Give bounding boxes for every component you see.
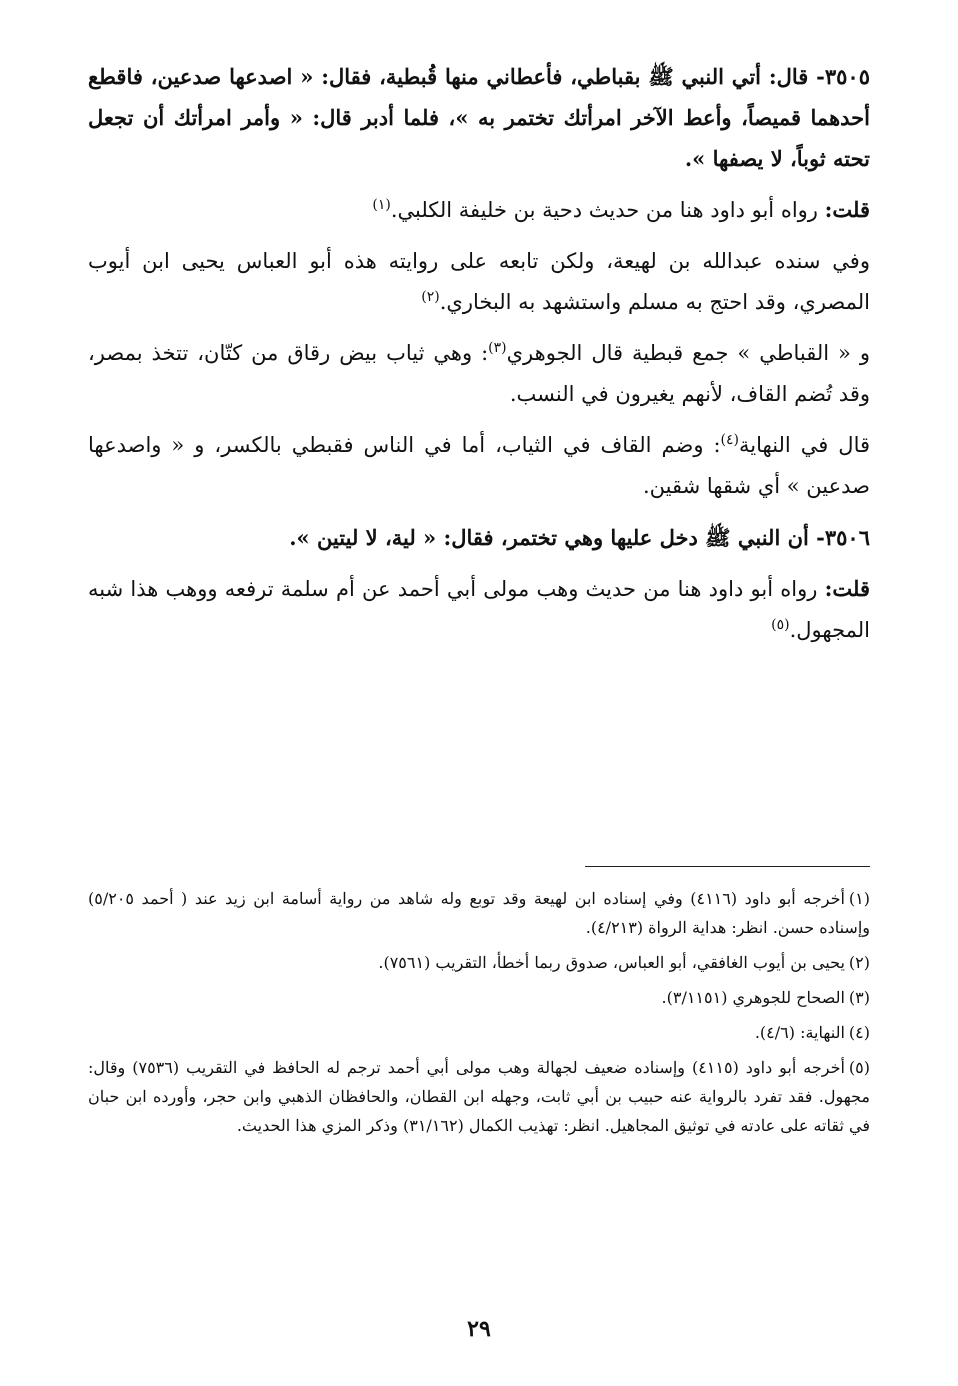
commentary-label: قلت: <box>824 197 870 222</box>
footnote-reference[interactable]: (٢) <box>421 289 440 305</box>
commentary-paragraph <box>88 425 870 507</box>
footnote-separator <box>585 866 870 867</box>
hadith-number: ٣٥٠٥- <box>816 64 870 89</box>
hadith-3506 <box>88 517 870 558</box>
footnote-item <box>88 948 870 977</box>
commentary-text: و « القباطي » جمع قبطية قال الجوهري <box>506 341 870 365</box>
footnote-item <box>88 1018 870 1047</box>
footnote-text: النهاية: (٤/٦). <box>754 1023 845 1042</box>
footnote-reference[interactable]: (١) <box>372 197 391 213</box>
commentary-text: رواه أبو داود هنا من حديث دحية بن خليفة الكلبي. <box>390 198 825 222</box>
book-page <box>88 56 870 1346</box>
footnote-number: (٣) <box>848 988 870 1007</box>
commentary-text: رواه أبو داود هنا من حديث وهب مولى أبي أحمد عن أم سلمة ترفعه ووهب هذا شبه المجهول. <box>88 577 870 642</box>
footnote-text: يحيى بن أيوب الغافقي، أبو العباس، صدوق ربما أخطأ، التقريب (٧٥٦١). <box>378 953 845 972</box>
hadith-text: أن النبي ﷺ دخل عليها وهي تختمر، فقال: « لية، لا ليتين ». <box>289 525 809 550</box>
footnote-reference[interactable]: (٥) <box>771 617 790 633</box>
footnote-reference[interactable]: (٣) <box>488 340 507 356</box>
commentary-text: وفي سنده عبدالله بن لهيعة، ولكن تابعه على روايته هذه أبو العباس يحيى ابن أيوب المصري، وقد احتج به مسلم واستشهد به البخاري. <box>88 249 870 314</box>
commentary-label: قلت: <box>824 576 870 601</box>
footnote-reference[interactable]: (٤) <box>720 432 740 448</box>
hadith-number: ٣٥٠٦- <box>816 525 870 550</box>
footnote-text: الصحاح للجوهري (٣/١١٥١). <box>661 988 845 1007</box>
commentary-paragraph <box>88 241 870 323</box>
footnotes <box>88 884 870 1146</box>
page-number: ٢٩ <box>467 1316 491 1342</box>
commentary-text: : وضم القاف في الثياب، أما في الناس فقبطي بالكسر، و « واصدعها صدعين » أي شقها شقين. <box>88 433 870 498</box>
hadith-3505 <box>88 56 870 179</box>
footnote-text: أخرجه أبو داود (٤١١٦) وفي إسناده ابن لهيعة وقد توبع وله شاهد من رواية أسامة ابن زيد عند ( أحمد ٥/٢٠٥) وإسناده حسن. انظر: هداية الرواة (٤/٢١٣). <box>88 889 870 937</box>
commentary-paragraph <box>88 568 870 651</box>
hadith-text: قال: أتي النبي ﷺ بقباطي، فأعطاني منها قُبطية، فقال: « اصدعها صدعين، فاقطع أحدهما قميصاً، وأعط الآخر امرأتك تختمر به »، فلما أدبر قال: « وأمر امرأتك أن تجعل تحته ثوباً، لا يصفها ». <box>88 64 870 171</box>
footnote-item <box>88 983 870 1012</box>
commentary-paragraph <box>88 333 870 415</box>
commentary-text: : وهي ثياب بيض رقاق من كتّان، تتخذ بمصر، وقد تُضم القاف، لأنهم يغيرون في النسب. <box>88 341 870 406</box>
commentary-paragraph <box>88 189 870 231</box>
footnote-item <box>88 884 870 942</box>
footnote-number: (٤) <box>848 1023 870 1042</box>
footnote-text: أخرجه أبو داود (٤١١٥) وإسناده ضعيف لجهالة وهب مولى أبي أحمد ترجم له الحافظ في التقريب (٧٥٣٦) وقال: مجهول. فقد تفرد بالرواية عنه حبيب بن أبي ثابت، وجهله ابن القطان، والحافظان الذهبي وابن حجر، وأورده ابن حبان في ثقاته على عادته في توثيق المجاهيل. انظر: تهذيب الكمال (٣١/١٦٢) وذكر المزي هذا الحديث. <box>88 1058 871 1135</box>
footnote-number: (٥) <box>848 1058 871 1077</box>
footnote-number: (١) <box>848 889 871 908</box>
footnote-number: (٢) <box>848 953 870 972</box>
main-text <box>88 56 870 651</box>
commentary-text: قال في النهاية <box>739 433 870 457</box>
footnote-item <box>88 1053 870 1140</box>
